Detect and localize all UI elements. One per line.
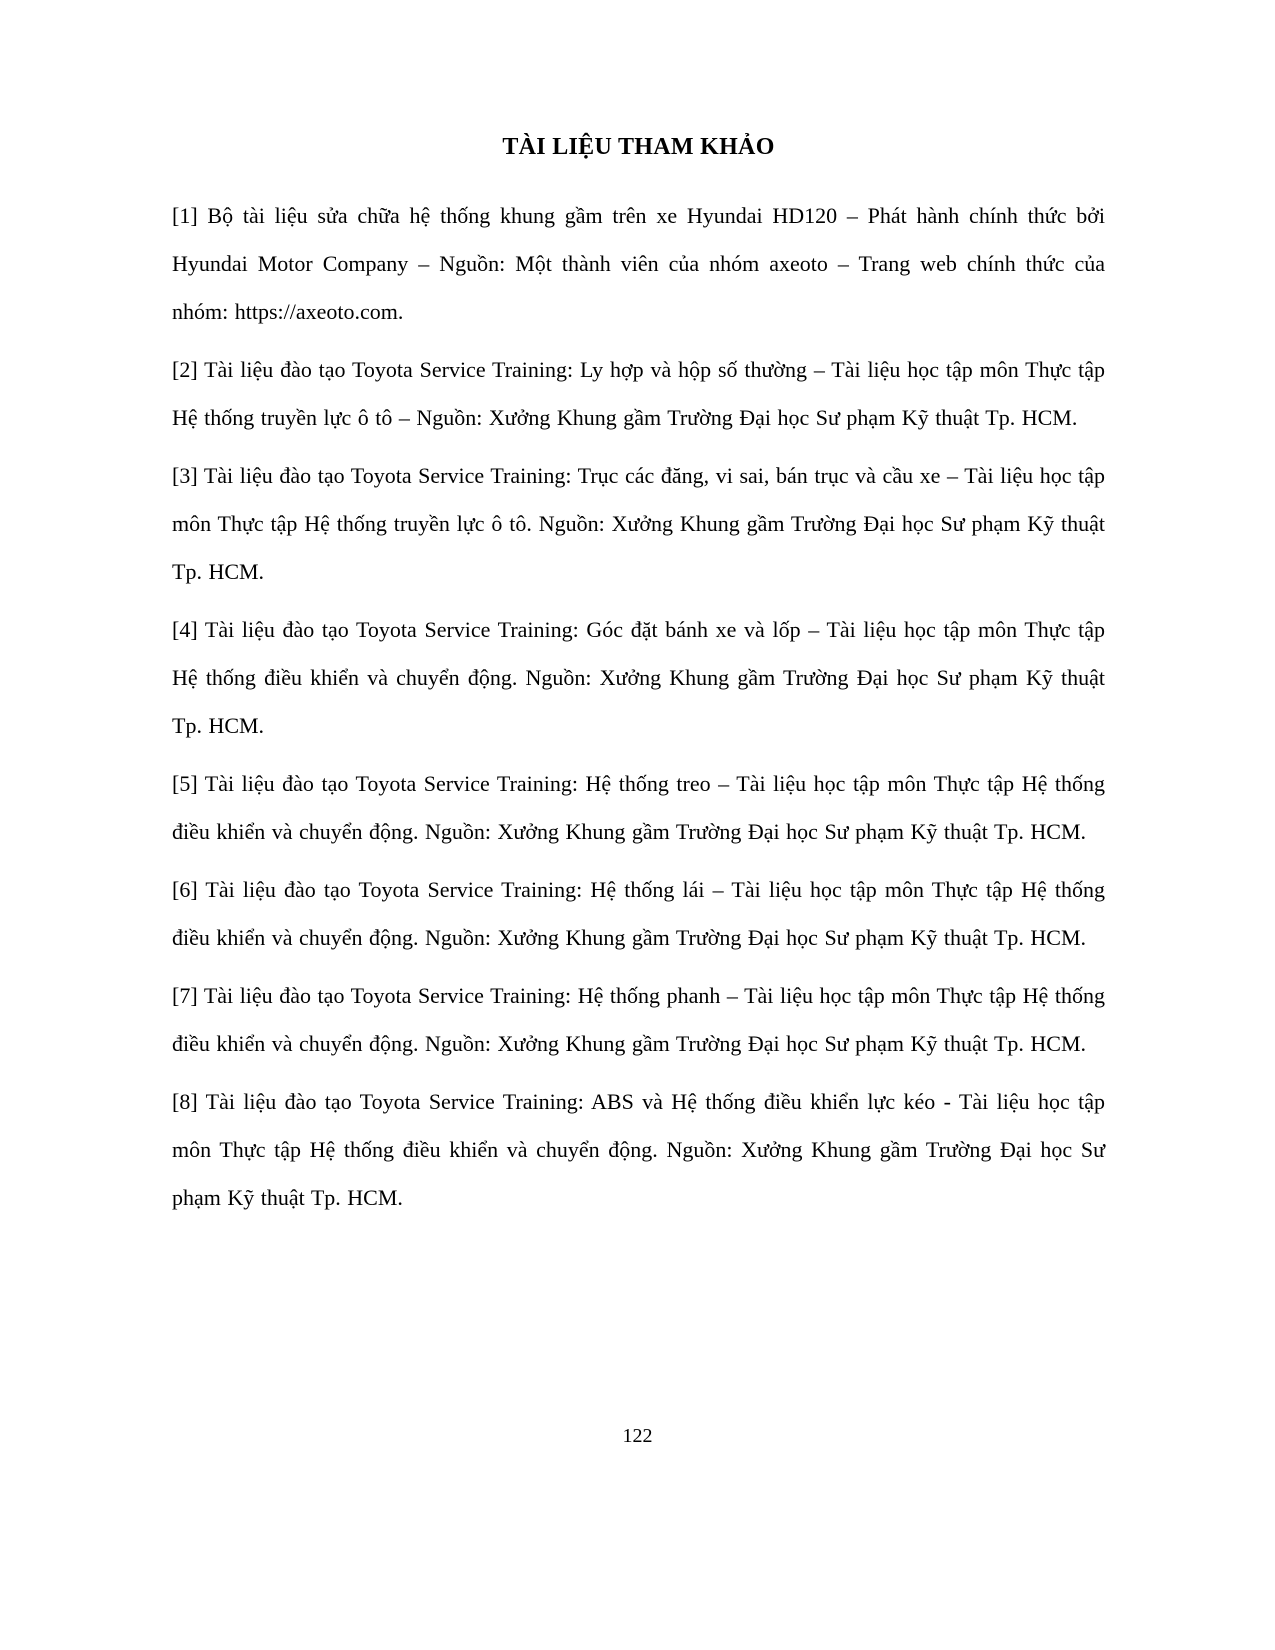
page-title: TÀI LIỆU THAM KHẢO (502, 134, 775, 160)
reference-list (172, 192, 1105, 1222)
reference-item-5: [5] Tài liệu đào tạo Toyota Service Training: Hệ thống treo – Tài liệu học tập môn Thực tập Hệ thống điều khiển và chuyển động. Nguồn: Xưởng Khung gầm Trường Đại học Sư phạm Kỹ thuật Tp. HCM. (172, 771, 1105, 844)
reference-item-6: [6] Tài liệu đào tạo Toyota Service Training: Hệ thống lái – Tài liệu học tập môn Thực tập Hệ thống điều khiển và chuyển động. Nguồn: Xưởng Khung gầm Trường Đại học Sư phạm Kỹ thuật Tp. HCM. (172, 877, 1105, 950)
reference-item-7: [7] Tài liệu đào tạo Toyota Service Training: Hệ thống phanh – Tài liệu học tập môn Thực tập Hệ thống điều khiển và chuyển động. Nguồn: Xưởng Khung gầm Trường Đại học Sư phạm Kỹ thuật Tp. HCM. (172, 983, 1105, 1056)
reference-item-3: [3] Tài liệu đào tạo Toyota Service Training: Trục các đăng, vi sai, bán trục và cầu xe – Tài liệu học tập môn Thực tập Hệ thống truyền lực ô tô. Nguồn: Xưởng Khung gầm Trường Đại học Sư phạm Kỹ thuật Tp. HCM. (172, 463, 1105, 584)
reference-item-1: [1] Bộ tài liệu sửa chữa hệ thống khung gầm trên xe Hyundai HD120 – Phát hành chính thức bởi Hyundai Motor Company – Nguồn: Một thành viên của nhóm axeoto – Trang web chính thức của nhóm: https://axeoto.com. (172, 203, 1105, 324)
reference-item-2: [2] Tài liệu đào tạo Toyota Service Training: Ly hợp và hộp số thường – Tài liệu học tập môn Thực tập Hệ thống truyền lực ô tô – Nguồn: Xưởng Khung gầm Trường Đại học Sư phạm Kỹ thuật Tp. HCM. (172, 357, 1105, 430)
reference-item-8: [8] Tài liệu đào tạo Toyota Service Training: ABS và Hệ thống điều khiển lực kéo - Tài liệu học tập môn Thực tập Hệ thống điều khiển và chuyển động. Nguồn: Xưởng Khung gầm Trường Đại học Sư phạm Kỹ thuật Tp. HCM. (172, 1089, 1105, 1210)
page-number: 122 (622, 1425, 653, 1447)
reference-item-4: [4] Tài liệu đào tạo Toyota Service Training: Góc đặt bánh xe và lốp – Tài liệu học tập môn Thực tập Hệ thống điều khiển và chuyển động. Nguồn: Xưởng Khung gầm Trường Đại học Sư phạm Kỹ thuật Tp. HCM. (172, 617, 1105, 738)
